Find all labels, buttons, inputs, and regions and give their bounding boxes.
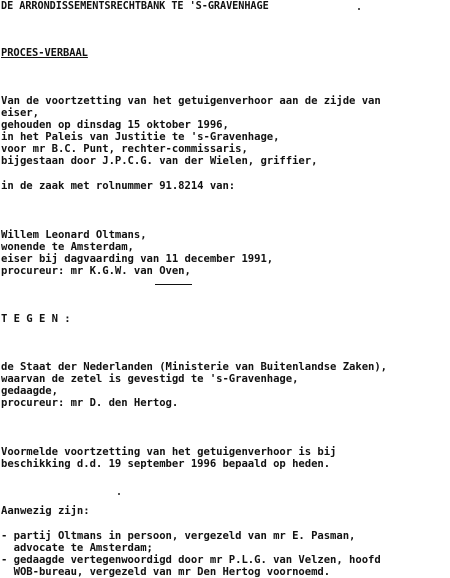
plaintiff-summons: eiser bij dagvaarding van 11 december 1991, <box>1 253 274 265</box>
present-line-2: advocate te Amsterdam; <box>1 542 153 554</box>
case-number-line: in de zaak met rolnummer 91.8214 van: <box>1 180 236 192</box>
defendant-line-3: gedaagde, <box>1 385 58 397</box>
scan-speck <box>358 8 360 10</box>
intro-line-5: voor mr B.C. Punt, rechter-commissaris, <box>1 143 248 155</box>
continuation-line-1: Voormelde voortzetting van het getuigenverhoor is bij <box>1 446 337 458</box>
defendant-line-1: de Staat der Nederlanden (Ministerie van Buitenlandse Zaken), <box>1 361 388 373</box>
against-label: T E G E N : <box>1 313 71 325</box>
continuation-line-2: beschikking d.d. 19 september 1996 bepaald op heden. <box>1 458 331 470</box>
plaintiff-attorney: procureur: mr K.G.W. van Oven, <box>1 265 191 277</box>
intro-line-1: Van de voortzetting van het getuigenverhoor aan de zijde van <box>1 95 381 107</box>
plaintiff-name: Willem Leonard Oltmans, <box>1 229 147 241</box>
scan-speck <box>118 493 120 495</box>
intro-line-3: gehouden op dinsdag 15 oktober 1996, <box>1 119 229 131</box>
defendant-line-4: procureur: mr D. den Hertog. <box>1 397 179 409</box>
separator-rule <box>155 284 192 285</box>
present-line-1: - partij Oltmans in persoon, vergezeld van mr E. Pasman, <box>1 530 356 542</box>
document-title: PROCES-VERBAAL <box>1 47 88 59</box>
defendant-line-2: waarvan de zetel is gevestigd te 's-Gravenhage, <box>1 373 299 385</box>
intro-line-2: eiser, <box>1 107 39 119</box>
intro-line-6: bijgestaan door J.P.C.G. van der Wielen, griffier, <box>1 155 318 167</box>
intro-line-4: in het Paleis van Justitie te 's-Gravenhage, <box>1 131 280 143</box>
present-heading: Aanwezig zijn: <box>1 505 90 517</box>
plaintiff-residence: wonende te Amsterdam, <box>1 241 134 253</box>
present-line-4: WOB-bureau, vergezeld van mr Den Hertog voornoemd. <box>1 566 331 578</box>
present-line-3: - gedaagde vertegenwoordigd door mr P.L.G. van Velzen, hoofd <box>1 554 381 566</box>
court-header: DE ARRONDISSEMENTSRECHTBANK TE 'S-GRAVENHAGE <box>1 1 269 12</box>
